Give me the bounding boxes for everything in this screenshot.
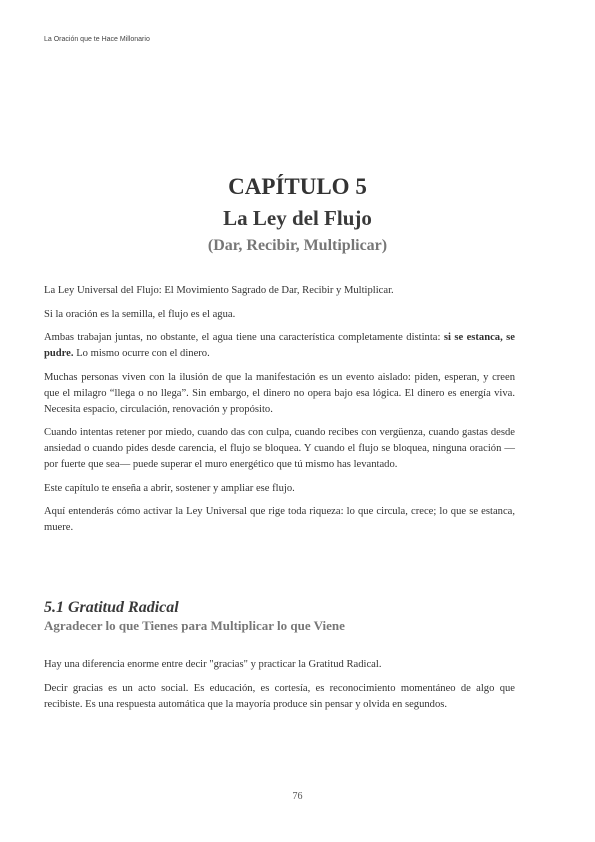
intro-paragraph-3-emphasis: si se estanca, se pudre. — [44, 332, 515, 359]
intro-paragraph-4: Muchas personas viven con la ilusión de que la manifestación es un evento aislado: piden, esperan, y creen que el milagro “llega o no llega”. Sin embargo, el dinero no opera bajo esa lógica. El dinero es energía viva. Necesita espacio, circulación, renovación y propósito. — [44, 371, 515, 415]
section-heading: 5.1 Gratitud Radical — [44, 599, 179, 616]
chapter-number: CAPÍTULO 5 — [228, 174, 367, 199]
intro-paragraph-3-start: Ambas trabajan juntas, no obstante, el agua tiene una característica completamente distinta: — [44, 332, 444, 343]
section-paragraph-2: Decir gracias es un acto social. Es educación, es cortesía, es reconocimiento momentáneo de algo que recibiste. Es una respuesta automática que la mayoría produce sin pensar y olvida en segundos. — [44, 682, 515, 710]
intro-paragraph-7: Aquí entenderás cómo activar la Ley Universal que rige toda riqueza: lo que circula, crece; lo que se estanca, muere. — [44, 506, 515, 533]
section-body — [44, 657, 515, 720]
chapter-intro — [44, 283, 515, 544]
intro-paragraph-2: Si la oración es la semilla, el flujo es el agua. — [44, 308, 236, 320]
intro-paragraph-3 — [44, 330, 515, 362]
section-subheading: Agradecer lo que Tienes para Multiplicar lo que Viene — [44, 618, 345, 633]
intro-paragraph-1: La Ley Universal del Flujo: El Movimiento Sagrado de Dar, Recibir y Multiplicar. — [44, 285, 394, 296]
chapter-title: La Ley del Flujo — [223, 206, 372, 230]
page-number: 76 — [292, 791, 303, 802]
section-paragraph-1: Hay una diferencia enorme entre decir "gracias" y practicar la Gratitud Radical. — [44, 659, 382, 670]
intro-paragraph-6: Este capítulo te enseña a abrir, sostener y ampliar ese flujo. — [44, 482, 295, 494]
intro-paragraph-5: Cuando intentas retener por miedo, cuando das con culpa, cuando recibes con vergüenza, cuando gastas desde ansiedad o cuando pides desde carencia, el flujo se bloquea. Y cuando el flujo se bloquea, ninguna oración —por fuerte que sea— puede superar el muro energético que tú mismo has levantado. — [44, 427, 515, 470]
running-header: La Oración que te Hace Millonario — [44, 36, 150, 43]
chapter-subtitle: (Dar, Recibir, Multiplicar) — [207, 237, 388, 254]
intro-paragraph-3-end: Lo mismo ocurre con el dinero. — [73, 348, 210, 359]
